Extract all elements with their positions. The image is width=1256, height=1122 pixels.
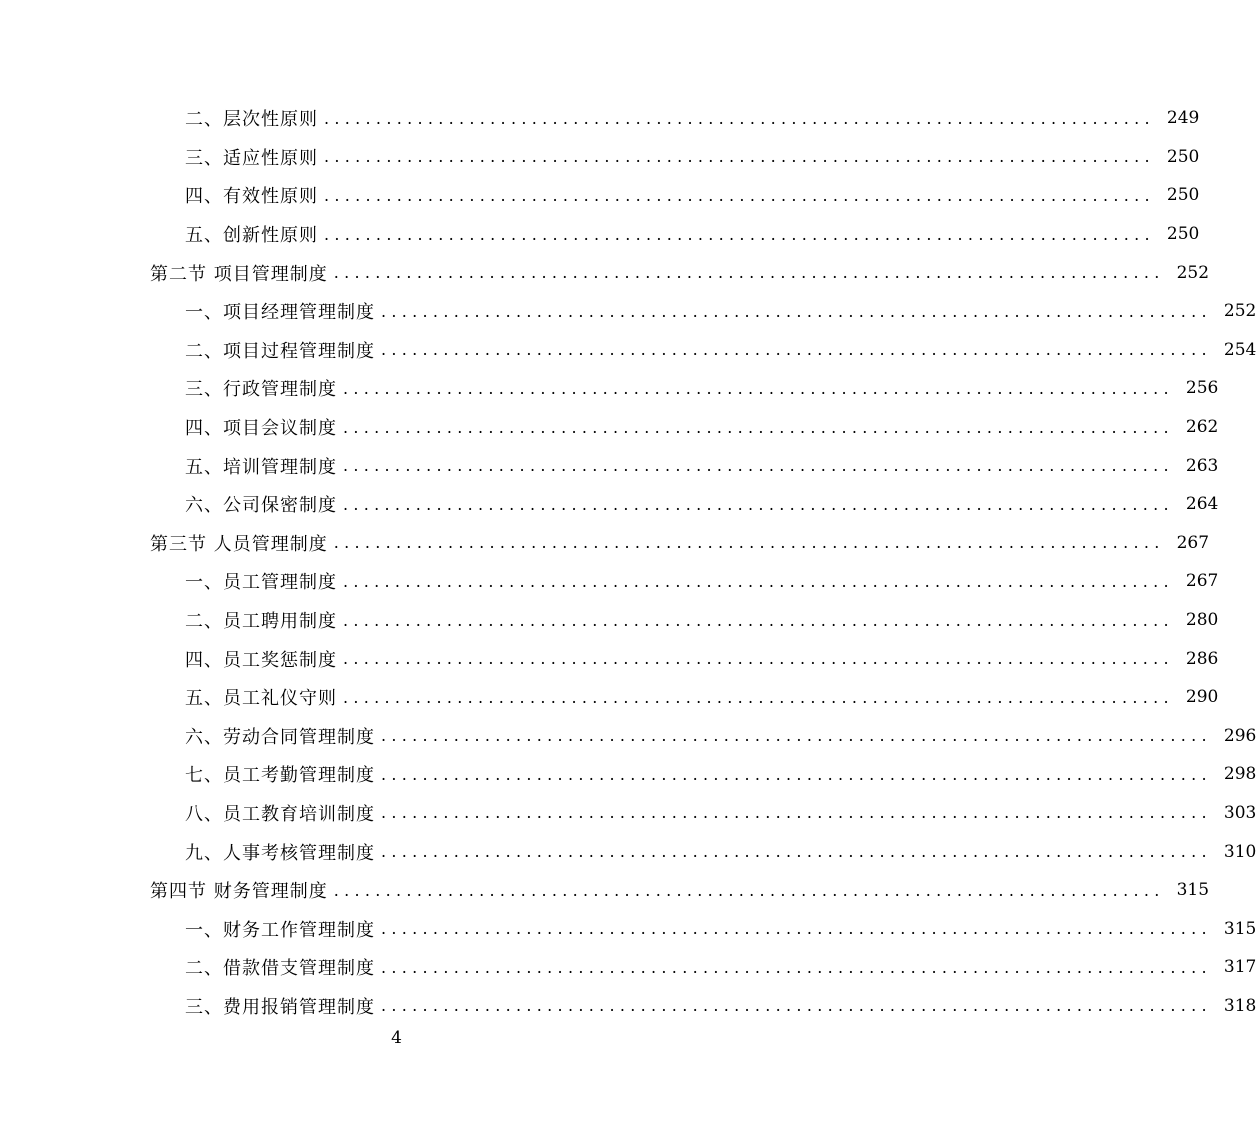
toc-entry-page: 303: [1223, 802, 1256, 823]
toc-dot-leader: ................................................................................: [381, 996, 1212, 1016]
toc-entry-page: 262: [1185, 417, 1219, 438]
toc-entry-label: 六、劳动合同管理制度: [185, 726, 375, 748]
toc-entry[interactable]: [0, 909, 1256, 948]
toc-entry-label: 二、层次性原则: [185, 109, 318, 131]
toc-entry[interactable]: [0, 369, 1219, 408]
toc-entry-label: 三、适应性原则: [185, 147, 318, 169]
toc-entry[interactable]: [0, 331, 1256, 370]
toc-dot-leader: ................................................................................: [343, 571, 1174, 591]
toc-entry-label: 第三节 人员管理制度: [150, 533, 328, 555]
toc-entry-label: 一、员工管理制度: [185, 572, 337, 594]
toc-dot-leader: ................................................................................: [333, 263, 1165, 283]
toc-entry-label: 一、财务工作管理制度: [185, 919, 375, 941]
toc-entry-page: 315: [1176, 880, 1210, 901]
toc-entry-page: 315: [1223, 918, 1256, 939]
toc-entry-label: 九、人事考核管理制度: [185, 842, 375, 864]
toc-entry-label: 五、创新性原则: [185, 225, 318, 247]
toc-dot-leader: ................................................................................: [343, 687, 1174, 707]
toc-section-entry[interactable]: [0, 524, 1210, 563]
toc-entry-page: 296: [1223, 725, 1256, 746]
toc-dot-leader: ................................................................................: [343, 649, 1174, 669]
toc-entry-label: 五、员工礼仪守则: [185, 688, 337, 710]
toc-dot-leader: ................................................................................: [343, 494, 1174, 514]
toc-entry[interactable]: [0, 485, 1219, 524]
toc-entry-page: 286: [1185, 648, 1219, 669]
toc-entry-page: 317: [1223, 957, 1256, 978]
toc-entry[interactable]: [0, 987, 1256, 1026]
toc-section-entry[interactable]: [0, 253, 1210, 292]
toc-entry-label: 二、借款借支管理制度: [185, 958, 375, 980]
toc-entry-label: 八、员工教育培训制度: [185, 803, 375, 825]
toc-dot-leader: ................................................................................: [381, 803, 1212, 823]
toc-entry-label: 第二节 项目管理制度: [150, 263, 328, 285]
toc-entry-label: 四、员工奖惩制度: [185, 649, 337, 671]
toc-entry[interactable]: [0, 948, 1256, 987]
toc-entry[interactable]: [0, 138, 1200, 177]
toc-entry[interactable]: [0, 562, 1219, 601]
toc-entry[interactable]: [0, 794, 1256, 833]
toc-entry-page: 249: [1166, 108, 1200, 129]
toc-section-entry[interactable]: [0, 871, 1210, 910]
toc-entry-label: 一、项目经理管理制度: [185, 302, 375, 324]
toc-entry-label: 四、项目会议制度: [185, 418, 337, 440]
toc-dot-leader: ................................................................................: [343, 610, 1174, 630]
toc-dot-leader: ................................................................................: [333, 880, 1165, 900]
toc-entry[interactable]: [0, 639, 1219, 678]
toc-dot-leader: ................................................................................: [381, 340, 1212, 360]
toc-dot-leader: ................................................................................: [324, 108, 1155, 128]
toc-dot-leader: ................................................................................: [324, 147, 1155, 167]
toc-entry-page: 280: [1185, 610, 1219, 631]
toc-dot-leader: ................................................................................: [381, 764, 1212, 784]
toc-dot-leader: ................................................................................: [381, 957, 1212, 977]
toc-entry-label: 五、培训管理制度: [185, 456, 337, 478]
toc-entry-label: 三、费用报销管理制度: [185, 996, 375, 1018]
toc-entry-page: 254: [1223, 339, 1256, 360]
toc-entry[interactable]: [0, 292, 1256, 331]
toc-dot-leader: ................................................................................: [324, 224, 1155, 244]
toc-entry-page: 264: [1185, 494, 1219, 515]
toc-entry[interactable]: [0, 408, 1219, 447]
toc-dot-leader: ................................................................................: [343, 456, 1174, 476]
toc-dot-leader: ................................................................................: [343, 378, 1174, 398]
toc-dot-leader: ................................................................................: [381, 726, 1212, 746]
page-number: 4: [391, 1028, 402, 1048]
toc-dot-leader: ................................................................................: [343, 417, 1174, 437]
toc-entry-page: 250: [1166, 146, 1200, 167]
toc-entry-page: 267: [1176, 532, 1210, 553]
toc-entry-page: 250: [1166, 224, 1200, 245]
toc-dot-leader: ................................................................................: [381, 301, 1212, 321]
toc-dot-leader: ................................................................................: [381, 842, 1212, 862]
toc-entry[interactable]: [0, 176, 1200, 215]
toc-entry-label: 四、有效性原则: [185, 186, 318, 208]
toc-entry-page: 263: [1185, 455, 1219, 476]
toc-entry-page: 252: [1223, 301, 1256, 322]
toc-entry[interactable]: [0, 678, 1219, 717]
toc-entry-page: 256: [1185, 378, 1219, 399]
toc-entry-page: 290: [1185, 687, 1219, 708]
toc-entry[interactable]: [0, 832, 1256, 871]
toc-entry-label: 二、项目过程管理制度: [185, 340, 375, 362]
toc-entry-label: 二、员工聘用制度: [185, 611, 337, 633]
toc-entry[interactable]: [0, 446, 1219, 485]
toc-dot-leader: ................................................................................: [324, 185, 1155, 205]
toc-entry-label: 六、公司保密制度: [185, 495, 337, 517]
toc-entry-page: 252: [1176, 262, 1210, 283]
toc-entry-label: 第四节 财务管理制度: [150, 881, 328, 903]
toc-entry-label: 三、行政管理制度: [185, 379, 337, 401]
toc-entry-page: 318: [1223, 995, 1256, 1016]
toc-entry[interactable]: [0, 717, 1256, 756]
toc-entry-page: 298: [1223, 764, 1256, 785]
toc-entry[interactable]: [0, 99, 1200, 138]
toc-dot-leader: ................................................................................: [381, 919, 1212, 939]
table-of-contents: [0, 99, 1256, 1025]
toc-dot-leader: ................................................................................: [333, 533, 1165, 553]
toc-entry[interactable]: [0, 755, 1256, 794]
toc-entry-page: 267: [1185, 571, 1219, 592]
toc-entry[interactable]: [0, 601, 1219, 640]
toc-entry-label: 七、员工考勤管理制度: [185, 765, 375, 787]
toc-entry-page: 310: [1223, 841, 1256, 862]
toc-entry[interactable]: [0, 215, 1200, 254]
toc-entry-page: 250: [1166, 185, 1200, 206]
